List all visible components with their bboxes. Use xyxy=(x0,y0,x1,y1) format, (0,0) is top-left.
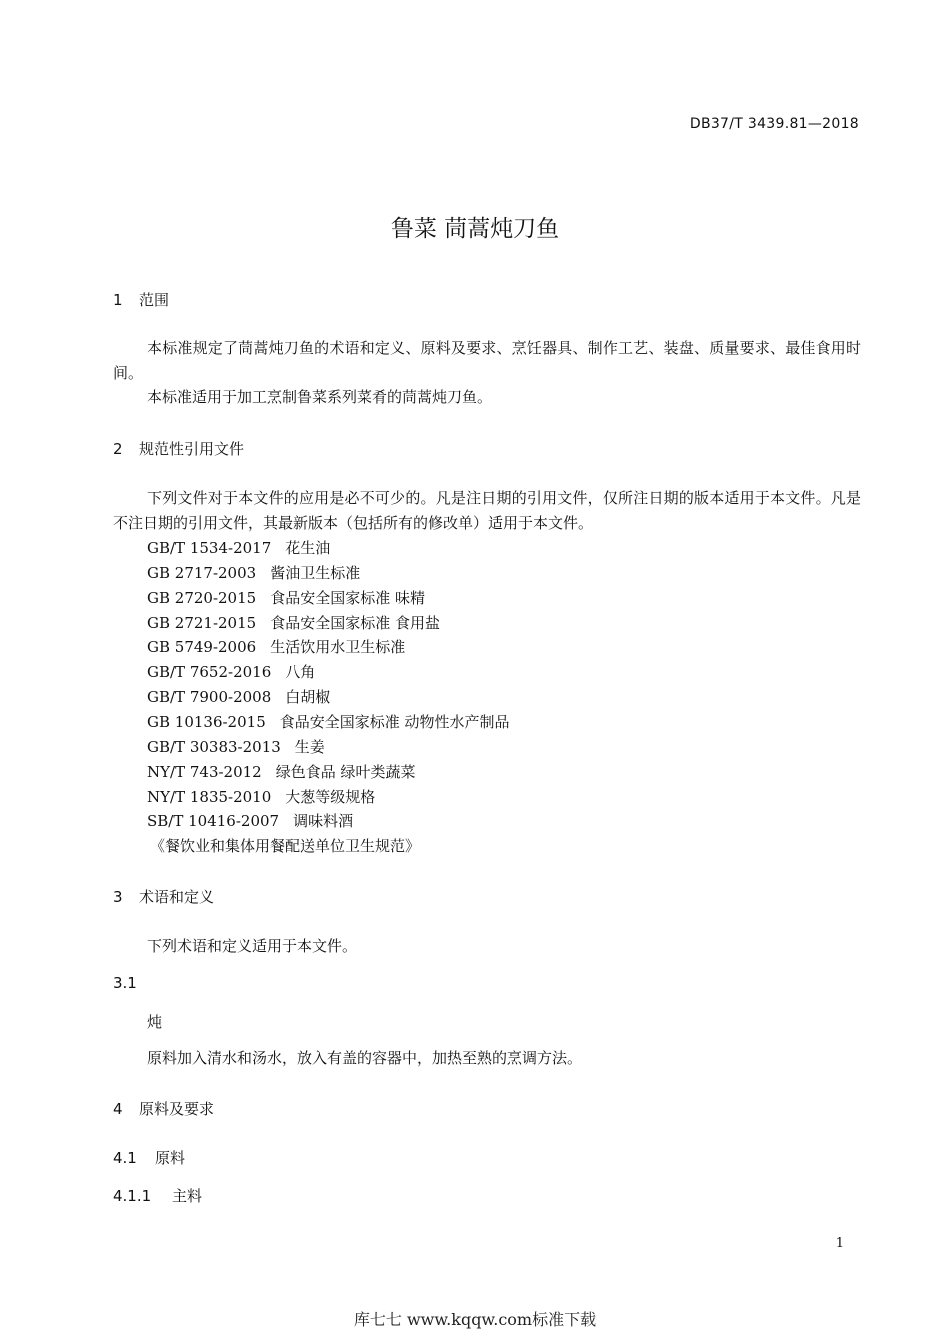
reference-item xyxy=(147,587,425,608)
reference-title: 《餐饮业和集体用餐配送单位卫生规范》 xyxy=(150,837,421,855)
reference-item xyxy=(147,786,375,807)
reference-title: 花生油 xyxy=(285,539,331,557)
term-definition: 原料加入清水和汤水，放入有盖的容器中，加热至熟的烹调方法。 xyxy=(147,1049,583,1067)
paragraph-scope-2: 本标准适用于加工烹制鲁菜系列菜肴的茼蒿炖刀鱼。 xyxy=(147,388,493,406)
reference-item xyxy=(147,711,510,732)
paragraph-terms-intro: 下列术语和定义适用于本文件。 xyxy=(147,937,358,955)
reference-item xyxy=(147,612,440,633)
section-number: 4.1.1 xyxy=(113,1187,152,1205)
document-number: DB37/T 3439.81—2018 xyxy=(689,116,859,132)
reference-title: 食品安全国家标准 动物性水产制品 xyxy=(279,713,510,731)
reference-title: 酱油卫生标准 xyxy=(270,564,361,582)
subsection-4-1-heading xyxy=(113,1147,185,1168)
reference-title: 食品安全国家标准 味精 xyxy=(270,589,425,607)
section-title: 原料 xyxy=(155,1149,186,1167)
section-4-heading xyxy=(113,1098,214,1119)
term-heading: 炖 xyxy=(147,1013,163,1031)
reference-title: 白胡椒 xyxy=(285,688,331,706)
reference-title: 绿色食品 绿叶类蔬菜 xyxy=(275,763,416,781)
reference-code: GB 2720-2015 xyxy=(147,589,257,607)
section-title: 规范性引用文件 xyxy=(139,440,245,458)
paragraph-scope-1: 本标准规定了茼蒿炖刀鱼的术语和定义、原料及要求、烹饪器具、制作工艺、装盘、质量要求、最佳食用时间。 xyxy=(113,339,861,382)
section-number: 4.1 xyxy=(113,1149,137,1167)
reference-title: 生活饮用水卫生标准 xyxy=(270,638,406,656)
section-number: 4 xyxy=(113,1100,123,1118)
subsection-3-1-number: 3.1 xyxy=(113,974,137,992)
reference-item xyxy=(147,761,416,782)
reference-item xyxy=(147,562,360,583)
reference-title: 调味料酒 xyxy=(293,812,354,830)
document-title: 鲁菜 茼蒿炖刀鱼 xyxy=(390,216,560,242)
reference-code: GB/T 7900-2008 xyxy=(147,688,272,706)
reference-code: GB 2717-2003 xyxy=(147,564,257,582)
reference-title: 大葱等级规格 xyxy=(285,788,376,806)
section-title: 范围 xyxy=(139,291,170,309)
reference-title: 生姜 xyxy=(294,738,325,756)
reference-code: SB/T 10416-2007 xyxy=(147,812,280,830)
section-2-heading xyxy=(113,438,244,459)
reference-title: 八角 xyxy=(285,663,316,681)
reference-item xyxy=(147,661,315,682)
section-title: 术语和定义 xyxy=(139,888,215,906)
reference-code: NY/T 743-2012 xyxy=(147,763,262,781)
reference-item xyxy=(147,810,353,831)
section-3-heading xyxy=(113,886,214,907)
section-1-heading xyxy=(113,289,169,310)
subsection-4-1-1-heading xyxy=(113,1185,202,1206)
reference-code: GB/T 1534-2017 xyxy=(147,539,272,557)
reference-code: GB 5749-2006 xyxy=(147,638,257,656)
reference-code: GB 2721-2015 xyxy=(147,614,257,632)
section-number: 1 xyxy=(113,291,123,309)
section-title: 原料及要求 xyxy=(139,1100,215,1118)
reference-item xyxy=(147,736,325,757)
reference-title: 食品安全国家标准 食用盐 xyxy=(270,614,440,632)
reference-item xyxy=(150,835,420,856)
reference-item xyxy=(147,537,330,558)
section-number: 3 xyxy=(113,888,123,906)
reference-code: GB 10136-2015 xyxy=(147,713,266,731)
page-number: 1 xyxy=(835,1236,844,1251)
reference-code: GB/T 7652-2016 xyxy=(147,663,272,681)
footer-watermark: 库七七 www.kqqw.com标准下载 xyxy=(353,1310,597,1329)
section-number: 2 xyxy=(113,440,123,458)
reference-code: GB/T 30383-2013 xyxy=(147,738,281,756)
reference-item xyxy=(147,636,405,657)
reference-code: NY/T 1835-2010 xyxy=(147,788,272,806)
reference-item xyxy=(147,686,330,707)
section-title: 主料 xyxy=(172,1187,203,1205)
paragraph-references-intro: 下列文件对于本文件的应用是必不可少的。凡是注日期的引用文件，仅所注日期的版本适用于本文件。凡是不注日期的引用文件，其最新版本（包括所有的修改单）适用于本文件。 xyxy=(113,489,861,532)
